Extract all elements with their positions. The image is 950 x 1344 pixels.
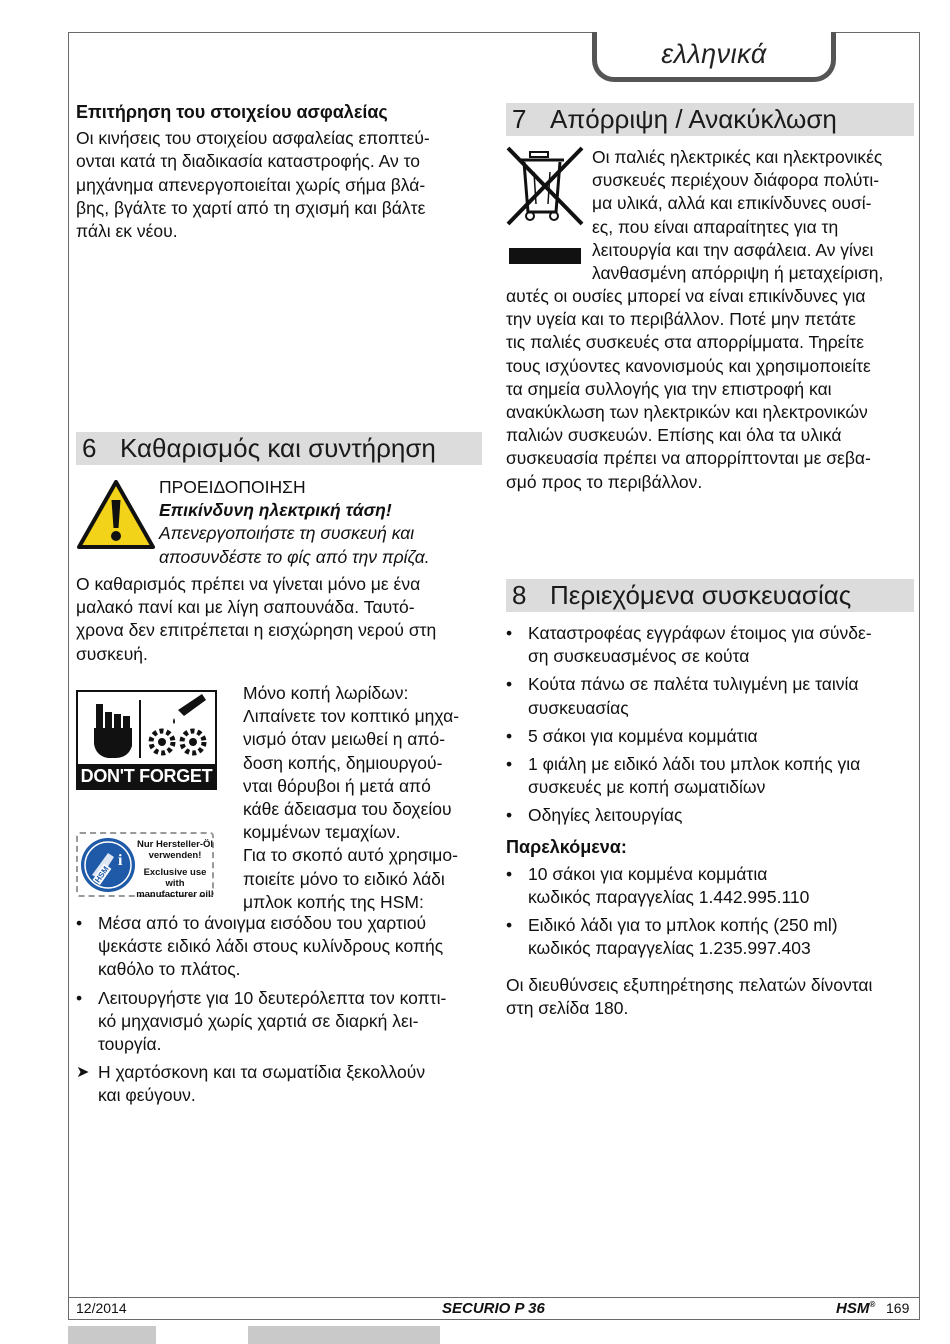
text-line: αυτές οι ουσίες μπορεί να είναι επικίνδυνες για <box>506 286 866 306</box>
oil-badge <box>76 832 214 900</box>
section-title: Απόρριψη / Ανακύκλωση <box>550 104 837 134</box>
text-line: τις παλιές συσκευές στα απορρίμματα. Τηρείτε <box>506 332 865 353</box>
text-line: και φεύγουν. <box>98 1085 196 1106</box>
text-line: • 1 φιάλη με ειδικό λάδι του μπλοκ κοπής για <box>528 754 861 775</box>
text-line: τα σημεία συλλογής για την επιστροφή και <box>506 378 832 399</box>
text-line: • Λειτουργήστε για 10 δευτερόλεπτα τον κοπτι- <box>98 987 447 1008</box>
list-item <box>506 804 916 827</box>
text-line: συσκευή. <box>76 643 148 664</box>
badge-line: manufacturer oil! <box>136 889 214 900</box>
text-line: νισμό όταν μειωθεί η από- <box>243 729 446 750</box>
warning-label: ΠΡΟΕΙΔΟΠΟΙΗΣΗ <box>159 477 306 497</box>
text-line: κάθε άδειασμα του δοχείου <box>243 799 452 820</box>
text-line: ποιείτε μόνο το ειδικό λάδι <box>243 868 445 889</box>
list-item <box>506 753 916 799</box>
info-icon <box>78 835 138 895</box>
badge-line: verwenden! <box>148 850 202 861</box>
language-label: ελληνικά <box>661 39 767 69</box>
text-line: ση συσκευασμένος σε κούτα <box>528 646 750 667</box>
recycling-text <box>506 285 916 494</box>
text-line: Ο καθαρισμός πρέπει να γίνεται μόνο με ένα <box>76 574 421 594</box>
text-line: Λιπαίνετε τον κοπτικό μηχα- <box>243 706 460 727</box>
text-line: νται θόρυβοι ή μετά από <box>243 775 431 796</box>
text-line: Οι παλιές ηλεκτρικές και ηλεκτρονικές <box>592 147 883 167</box>
text-line: λειτουργία και την ασφάλεια. Αν γίνει <box>592 239 874 260</box>
text-line: • Οδηγίες λειτουργίας <box>528 805 683 826</box>
list-item <box>76 987 486 1057</box>
text-line: • 10 σάκοι για κομμένα κομμάτια <box>528 863 768 884</box>
text-line: μα υλικά, αλλά και επικίνδυνες ουσί- <box>592 193 872 214</box>
text-line: καθόλο το πλάτος. <box>98 959 241 980</box>
warning-icon <box>76 478 156 550</box>
warning-block <box>159 476 479 569</box>
footer-bar-left <box>68 1326 156 1344</box>
registered-mark: ® <box>869 1300 876 1309</box>
text-line: σμό προς το περιβάλλον. <box>506 471 703 492</box>
dont-forget-pictogram <box>76 690 217 790</box>
text-line: παλιών συσκευών. Επίσης και όλα τα υλικά <box>506 425 842 446</box>
section-7-heading <box>506 103 914 136</box>
text-line: βης, βγάλτε το χαρτί από τη σχισμή και βάλτε <box>76 197 426 218</box>
text-line: Μόνο κοπή λωρίδων: <box>243 683 409 703</box>
language-tab <box>592 32 836 82</box>
badge-brand: HSM <box>93 864 111 885</box>
text-line: Οι κινήσεις του στοιχείου ασφαλείας εποπτεύ- <box>76 128 430 149</box>
list-item <box>506 622 916 668</box>
section-number: 8 <box>512 580 527 610</box>
text-line: • Ειδικό λάδι για το μπλοκ κοπής (250 ml) <box>528 915 838 936</box>
text-line: τους ισχύοντες κανονισμούς και χρησιμοποιείτε <box>506 355 871 376</box>
text-line: κομμένων τεμαχίων. <box>243 822 401 843</box>
list-item <box>506 725 916 748</box>
text-line: • Μέσα από το άνοιγμα εισόδου του χαρτιού <box>98 913 427 933</box>
footer-model: SECURIO P 36 <box>442 1300 545 1317</box>
text-line: συσκευασίας <box>528 697 629 718</box>
maintenance-steps <box>76 912 486 1108</box>
section-number: 6 <box>82 433 97 463</box>
text-line: κωδικός παραγγελίας 1.235.997.403 <box>528 938 811 959</box>
text-line: ες, που είναι απαραίτητες για τη <box>592 216 839 237</box>
text-line: ονται κατά τη διαδικασία καταστροφής. Αν το <box>76 151 420 172</box>
safety-title: Επιτήρηση του στοιχείου ασφαλείας <box>76 102 388 122</box>
text-line: τουργία. <box>98 1034 162 1055</box>
text-line: πάλι εκ νέου. <box>76 221 178 242</box>
text-line: ανακύκλωση των ηλεκτρικών και ηλεκτρονικών <box>506 402 868 423</box>
section-title: Καθαρισμός και συντήρηση <box>120 433 436 463</box>
badge-text <box>136 839 214 900</box>
footer-rule <box>68 1297 920 1298</box>
list-item <box>506 914 916 960</box>
section-8-heading <box>506 579 914 612</box>
warning-headline: Επικίνδυνη ηλεκτρική τάση! <box>159 500 392 521</box>
text-line: μαλακό πανί και με λίγη σαπουνάδα. Ταυτό- <box>76 597 415 618</box>
text-line: ➤ Η χαρτόσκονη και τα σωματίδια ξεκολλούν <box>98 1062 426 1083</box>
text-line: κωδικός παραγγελίας 1.442.995.110 <box>528 887 810 908</box>
footer-brand-wrap <box>836 1300 875 1317</box>
svg-text:i: i <box>118 852 123 869</box>
text-line: συσκευές με κοπή σωματιδίων <box>528 777 766 798</box>
result-item <box>76 1061 486 1107</box>
weee-bin-icon <box>506 146 586 266</box>
text-line: την υγεία και το περιβάλλον. Ποτέ μην πετάτε <box>506 309 856 330</box>
list-item <box>76 912 486 982</box>
text-line: μηχάνημα απενεργοποιείται χωρίς σήμα βλά- <box>76 174 426 195</box>
text-line: συσκευές περιέχουν διάφορα πολύτι- <box>592 170 880 191</box>
text-line: κό μηχανισμό χωρίς χαρτιά σε διαρκή λει- <box>98 1010 419 1031</box>
brand-logo: HSM <box>836 1300 870 1317</box>
recycling-text-wrapped <box>592 146 917 285</box>
cleaning-text <box>76 573 481 666</box>
badge-line: Nur Hersteller-Öl <box>136 839 214 850</box>
text-line: στη σελίδα 180. <box>506 997 629 1018</box>
text-line: ψεκάστε ειδικό λάδι στους κυλίνδρους κοπής <box>98 936 444 957</box>
text-line: • Κούτα πάνω σε παλέτα τυλιγμένη με ταινία <box>528 674 859 695</box>
safety-section <box>76 101 481 243</box>
warning-text: αποσυνδέστε το φίς από την πρίζα. <box>159 546 430 567</box>
warning-text: Απενεργοποιήστε τη συσκευή και <box>159 523 415 544</box>
section-number: 7 <box>512 104 527 134</box>
text-line: • Καταστροφέας εγγράφων έτοιμος για σύνδε- <box>528 623 872 643</box>
dont-forget-label: DON'T FORGET <box>78 764 215 788</box>
footer-date: 12/2014 <box>76 1300 127 1316</box>
section-title: Περιεχόμενα συσκευασίας <box>550 580 852 610</box>
text-line: συσκευασία πρέπει να απορρίπτονται με σεβα- <box>506 448 871 469</box>
list-item <box>506 863 916 909</box>
text-line: χρονα δεν επιτρέπεται η εισχώρηση νερού στη <box>76 620 437 641</box>
text-line: μπλοκ κοπής της HSM: <box>243 891 424 912</box>
oil-gears-icon <box>78 692 215 764</box>
footer-bar-mid <box>248 1326 440 1344</box>
text-line: Για το σκοπό αυτό χρησιμο- <box>243 845 458 866</box>
page-number: 169 <box>886 1300 910 1316</box>
text-line: δοση κοπής, δημιουργού- <box>243 752 443 773</box>
text-line: Οι διευθύνσεις εξυπηρέτησης πελατών δίνονται <box>506 974 873 995</box>
badge-line: Exclusive use with <box>143 867 207 889</box>
package-contents <box>506 622 916 1020</box>
text-line: λανθασμένη απόρριψη ή μεταχείριση, <box>592 263 884 284</box>
list-item <box>506 673 916 719</box>
accessories-title: Παρελκόμενα: <box>506 836 627 857</box>
text-line: • 5 σάκοι για κομμένα κομμάτια <box>528 725 758 746</box>
strip-cut-text <box>243 682 483 914</box>
section-6-heading <box>76 432 482 465</box>
